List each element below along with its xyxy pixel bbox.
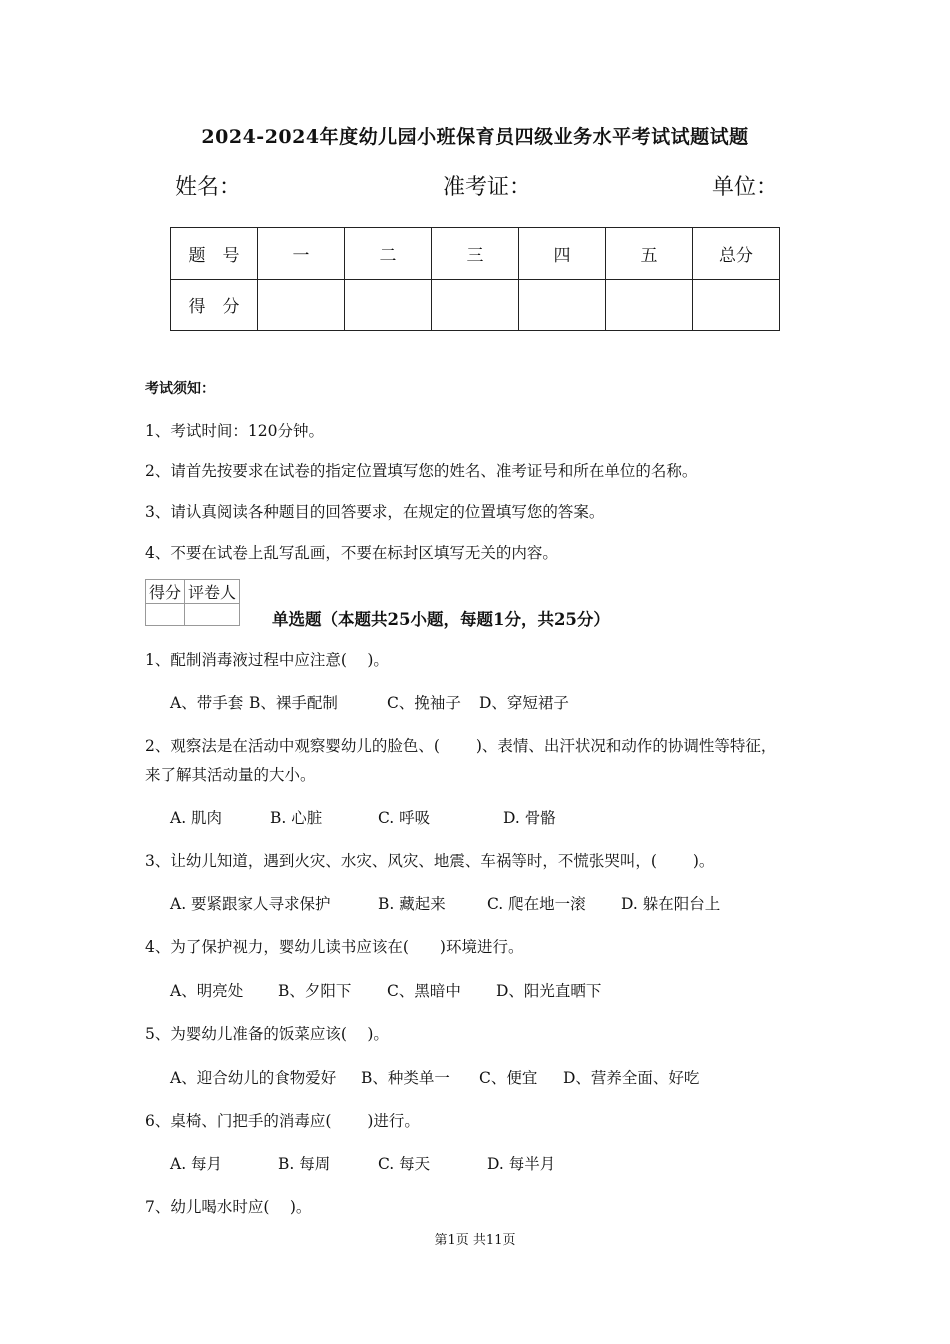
answer-option[interactable]: C、便宜	[479, 1069, 538, 1087]
answer-option[interactable]: D、营养全面、好吃	[563, 1069, 700, 1087]
question-stem: 3、让幼儿知道，遇到火灾、水灾、风灾、地震、车祸等时，不慌张哭叫，( )。	[145, 852, 715, 870]
answer-option[interactable]: B、裸手配制	[249, 694, 338, 712]
question-stem: 5、为婴幼儿准备的饭菜应该( )。	[145, 1025, 389, 1043]
score-table-header-cell: 题 号	[171, 228, 258, 280]
score-table-header-cell: 三	[432, 228, 519, 280]
section-heading: 单选题（本题共25小题，每题1分，共25分）	[272, 610, 610, 629]
answer-option[interactable]: D、穿短裙子	[479, 694, 569, 712]
page-title: 2024-2024年度幼儿园小班保育员四级业务水平考试试题试题	[201, 126, 749, 148]
answer-option[interactable]: B. 藏起来	[378, 895, 446, 913]
answer-option[interactable]: C. 呼吸	[378, 809, 431, 827]
answer-option[interactable]: A、迎合幼儿的食物爱好	[170, 1069, 337, 1087]
grader-box-grader-cell[interactable]	[185, 604, 240, 626]
answer-option[interactable]: C、挽袖子	[387, 694, 461, 712]
score-cell[interactable]	[345, 279, 432, 331]
page-footer: 第1页 共11页	[434, 1233, 516, 1248]
score-table-header-cell: 一	[258, 228, 345, 280]
answer-option[interactable]: A. 要紧跟家人寻求保护	[170, 895, 331, 913]
answer-option[interactable]: D、阳光直晒下	[496, 982, 602, 1000]
answer-option[interactable]: B. 每周	[278, 1155, 331, 1173]
grader-box-score-cell[interactable]	[146, 604, 185, 626]
score-row-label: 得 分	[171, 279, 258, 331]
grader-box	[145, 579, 240, 626]
score-cell[interactable]	[258, 279, 345, 331]
note-item: 1、考试时间：120分钟。	[145, 422, 324, 440]
exam-number-field-label: 准考证：	[443, 175, 532, 200]
answer-option[interactable]: B、种类单一	[361, 1069, 450, 1087]
name-field-label: 姓名：	[175, 175, 242, 200]
answer-option[interactable]: C、黑暗中	[387, 982, 461, 1000]
note-item: 2、请首先按要求在试卷的指定位置填写您的姓名、准考证号和所在单位的名称。	[145, 462, 698, 480]
score-table-header-cell: 五	[606, 228, 693, 280]
grader-box-score-label: 得分	[146, 580, 185, 604]
answer-option[interactable]: D. 每半月	[487, 1155, 556, 1173]
score-table-header-row	[171, 228, 780, 280]
note-item: 4、不要在试卷上乱写乱画，不要在标封区填写无关的内容。	[145, 544, 558, 562]
answer-option[interactable]: B. 心脏	[270, 809, 323, 827]
score-cell[interactable]	[519, 279, 606, 331]
score-cell[interactable]	[606, 279, 693, 331]
question-stem: 2、观察法是在活动中观察婴幼儿的脸色、( )、表情、出汗状况和动作的协调性等特征，	[145, 737, 777, 755]
score-cell[interactable]	[432, 279, 519, 331]
question-stem: 1、配制消毒液过程中应注意( )。	[145, 651, 389, 669]
answer-option[interactable]: A、带手套	[170, 694, 244, 712]
answer-option[interactable]: D. 骨骼	[503, 809, 556, 827]
score-table-header-cell: 总分	[693, 228, 780, 280]
answer-option[interactable]: D. 躲在阳台上	[621, 895, 721, 913]
unit-field-label: 单位：	[712, 175, 779, 200]
score-table	[170, 227, 780, 331]
score-cell[interactable]	[693, 279, 780, 331]
answer-option[interactable]: C. 每天	[378, 1155, 431, 1173]
notes-heading: 考试须知：	[145, 381, 215, 397]
question-stem: 7、幼儿喝水时应( )。	[145, 1198, 312, 1216]
answer-option[interactable]: C. 爬在地一滚	[487, 895, 586, 913]
question-stem-continuation: 来了解其活动量的大小。	[145, 766, 316, 784]
score-table-header-cell: 四	[519, 228, 606, 280]
answer-option[interactable]: B、夕阳下	[278, 982, 352, 1000]
grader-box-grader-label: 评卷人	[185, 580, 240, 604]
question-stem: 6、桌椅、门把手的消毒应( )进行。	[145, 1112, 420, 1130]
answer-option[interactable]: A、明亮处	[170, 982, 244, 1000]
answer-option[interactable]: A. 每月	[170, 1155, 223, 1173]
score-table-header-cell: 二	[345, 228, 432, 280]
note-item: 3、请认真阅读各种题目的回答要求，在规定的位置填写您的答案。	[145, 503, 605, 521]
score-table-score-row	[171, 279, 780, 331]
question-stem: 4、为了保护视力，婴幼儿读书应该在( )环境进行。	[145, 938, 524, 956]
answer-option[interactable]: A. 肌肉	[170, 809, 223, 827]
